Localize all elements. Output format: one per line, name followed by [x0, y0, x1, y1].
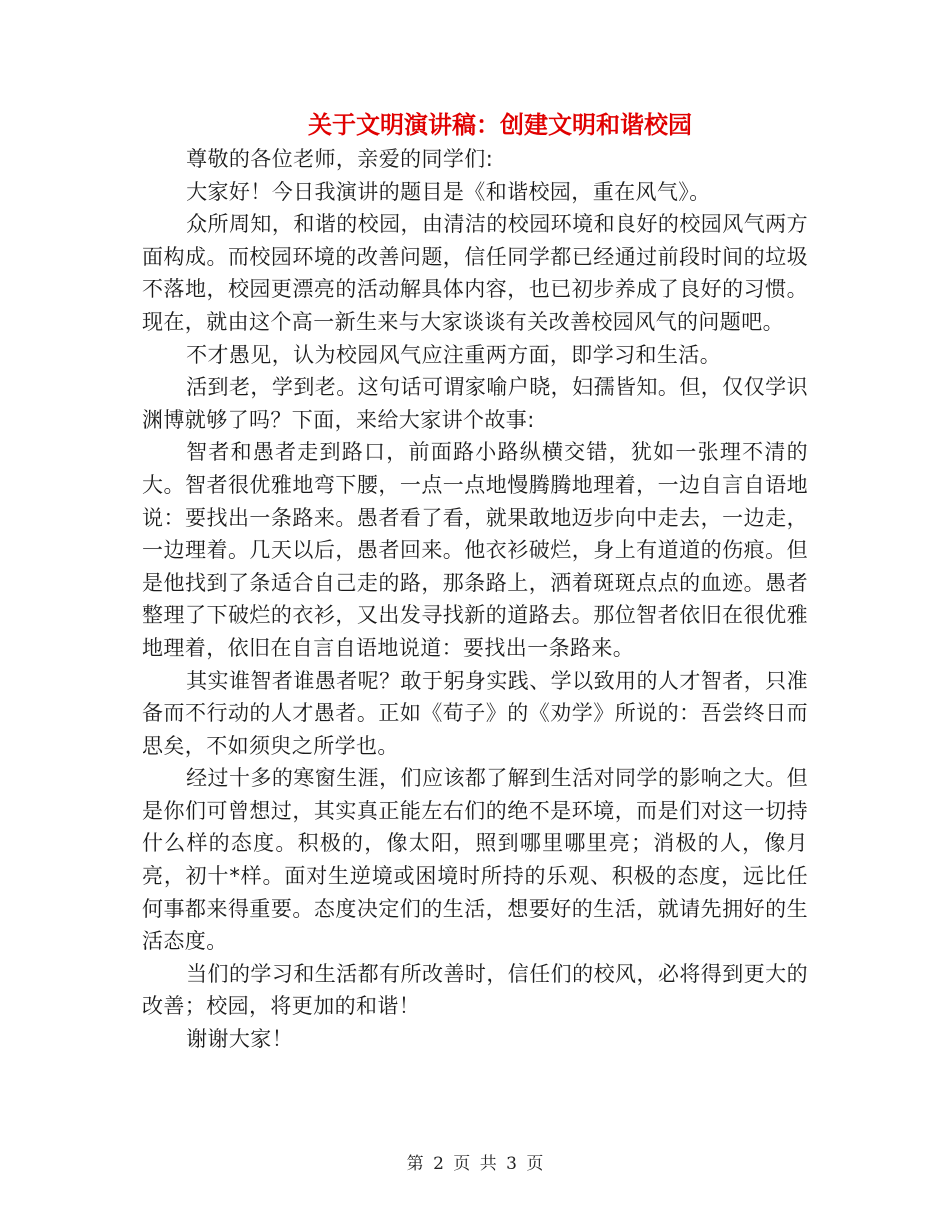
paragraph-thanks: 谢谢大家！	[186, 1027, 294, 1052]
paragraph-conclusion: 当们的学习和生活都有所改善时，信任们的校风，必将得到更大的改善；校园，将更加的和谐！	[142, 961, 808, 1019]
paragraph-wise-and-fool: 其实谁智者谁愚者呢？敢于躬身实践、学以致用的人才智者，只准备而不行动的人才愚者。正如《荀子》的《劝学》所说的：吾尝终日而思矣，不如须臾之所学也。	[142, 668, 808, 758]
paragraph-lifelong-learning: 活到老，学到老。这句话可谓家喻户晓，妇孺皆知。但，仅仅学识渊博就够了吗？下面，来给大家讲个故事:	[142, 375, 808, 432]
document-title: 关于文明演讲稿：创建文明和谐校园	[308, 110, 692, 139]
page-number-footer: 第 2 页 共 3 页	[406, 1154, 544, 1174]
paragraph-two-aspects: 不才愚见，认为校园风气应注重两方面，即学习和生活。	[186, 342, 722, 367]
paragraph-salutation: 尊敬的各位老师，亲爱的同学们:	[186, 147, 494, 171]
paragraph-attitude: 经过十多的寒窗生涯，们应该都了解到生活对同学的影响之大。但是你们可曾想过，其实真正能左右们的绝不是环境，而是们对这一切持什么样的态度。积极的，像太阳，照到哪里哪里亮；消极的人，像月亮，初十*样。面对生逆境或困境时所持的乐观、积极的态度，远比任何事都来得重要。态度决定们的生活，想要好的生活，就请先拥好的生活态度。	[142, 766, 808, 954]
document-body	[142, 143, 808, 1056]
paragraph-intro: 众所周知，和谐的校园，由清洁的校园环境和良好的校园风气两方面构成。而校园环境的改善问题，信任同学都已经通过前段时间的垃圾不落地，校园更漂亮的活动解具体内容，也已初步养成了良好的习惯。现在，就由这个高一新生来与大家谈谈有关改善校园风气的问题吧。	[142, 212, 808, 334]
paragraph-greeting: 大家好！今日我演讲的题目是《和谐校园，重在风气》。	[186, 179, 711, 204]
paragraph-story: 智者和愚者走到路口，前面路小路纵横交错，犹如一张理不清的大。智者很优雅地弯下腰，一点一点地慢腾腾地理着，一边自言自语地说：要找出一条路来。愚者看了看，就果敢地迈步向中走去，一边走，一边理着。几天以后，愚者回来。他衣衫破烂，身上有道道的伤痕。但是他找到了条适合自己走的路，那条路上，洒着斑斑点点的血迹。愚者整理了下破烂的衣衫，又出发寻找新的道路去。那位智者依旧在很优雅地理着，依旧在自言自语地说道：要找出一条路来。	[142, 440, 808, 660]
